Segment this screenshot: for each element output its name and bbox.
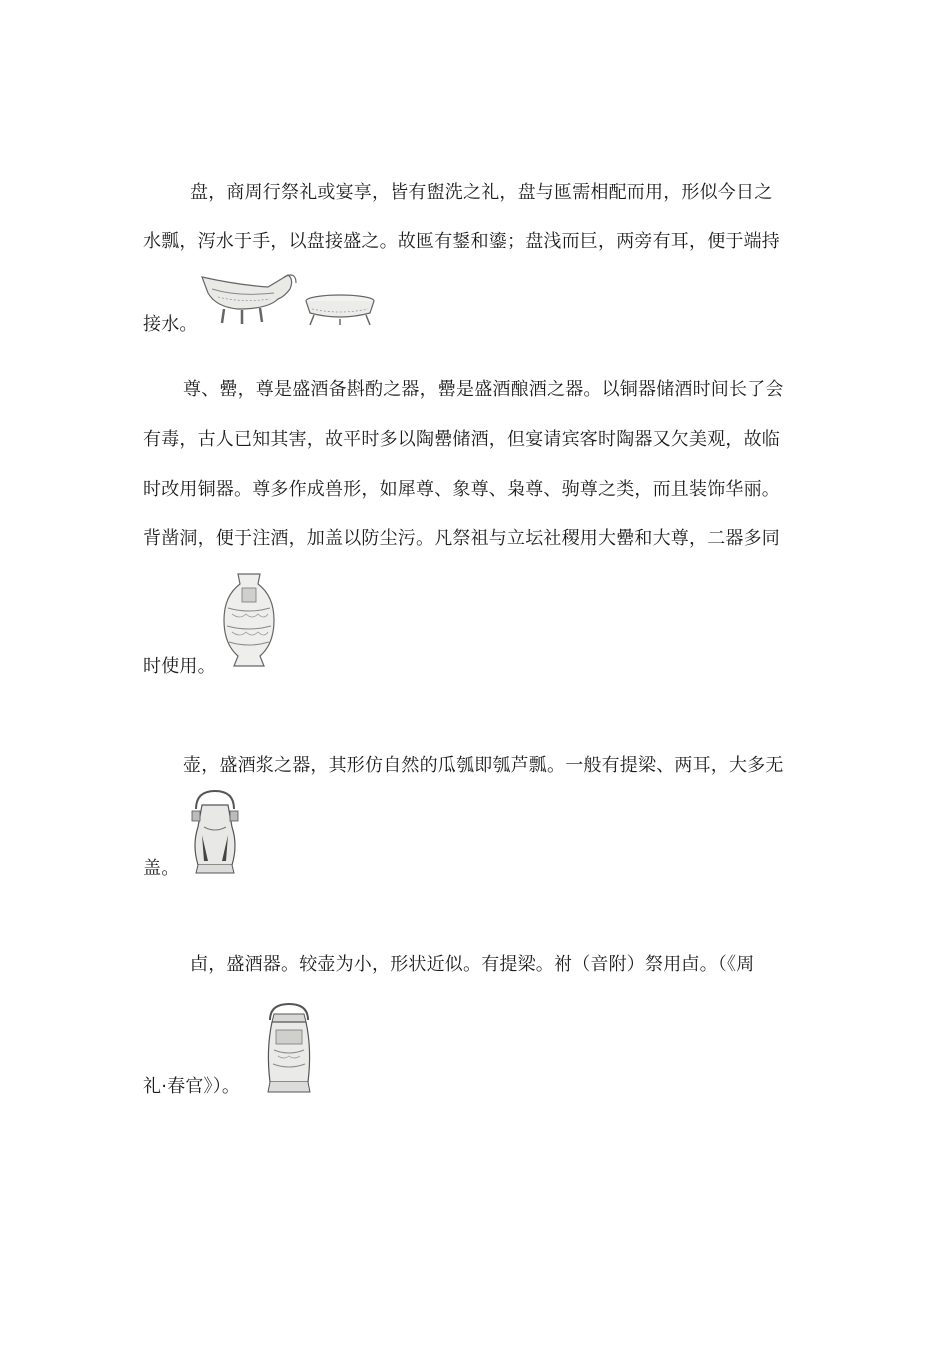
paragraph-hu-line-2: 盖。 xyxy=(143,858,180,879)
paragraph-pan-line-2: 水瓢，泻水于手，以盘接盛之。故匜有鋬和鎏；盘浅而巨，两旁有耳，便于端持 xyxy=(143,231,780,252)
paragraph-hu-line-1: 壶，盛酒浆之器，其形仿自然的瓜瓠即瓠芦瓢。一般有提梁、两耳，大多无 xyxy=(183,755,784,776)
lei-jar-illustration xyxy=(220,570,278,670)
paragraph-zun-line-2: 有毒，古人已知其害，故平时多以陶罍储酒，但宴请宾客时陶器又欠美观，故临 xyxy=(143,429,780,450)
paragraph-zun-line-4: 背凿洞，便于注酒，加盖以防尘污。凡祭祖与立坛社稷用大罍和大尊，二器多同 xyxy=(143,528,780,549)
hu-pot-illustration xyxy=(188,787,242,875)
you-vessel-illustration xyxy=(260,1000,318,1094)
paragraph-pan-line-3: 接水。 xyxy=(143,314,198,335)
yi-vessel-illustration xyxy=(198,267,298,327)
paragraph-pan-line-1: 盘，商周行祭礼或宴享，皆有盥洗之礼，盘与匜需相配而用，形似今日之 xyxy=(190,182,773,203)
pan-basin-illustration xyxy=(302,293,378,327)
paragraph-zun-line-5: 时使用。 xyxy=(143,656,216,677)
paragraph-you-line-1: 卣，盛酒器。较壶为小，形状近似。有提梁。祔（音附）祭用卣。（《周 xyxy=(190,954,755,975)
paragraph-you-line-2: 礼·春官》）。 xyxy=(143,1076,241,1097)
paragraph-zun-line-3: 时改用铜器。尊多作成兽形，如犀尊、象尊、枭尊、驹尊之类，而且装饰华丽。 xyxy=(143,479,780,500)
paragraph-zun-line-1: 尊、罍，尊是盛酒备斟酌之器，罍是盛酒酿酒之器。以铜器储酒时间长了会 xyxy=(183,379,784,400)
